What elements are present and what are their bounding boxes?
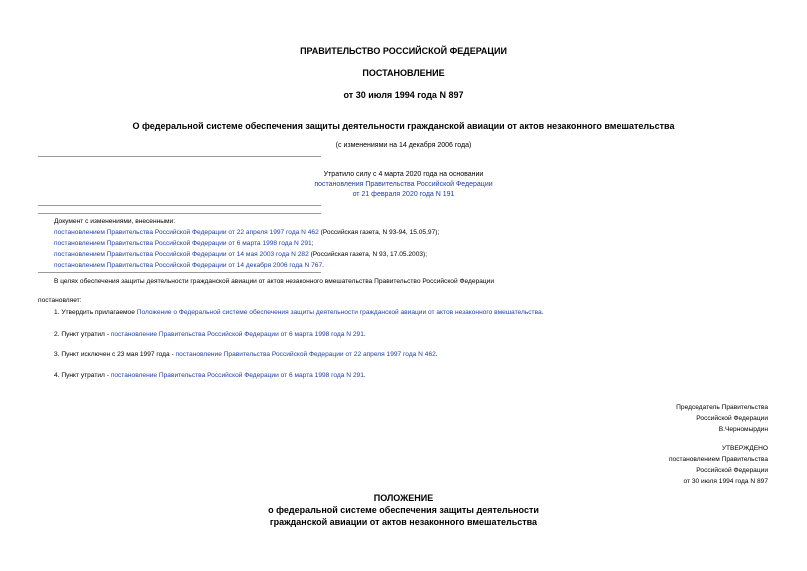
amendment-source: ; [311, 240, 314, 247]
regulation-subtitle-line2: гражданской авиации от актов незаконного вмешательства [269, 517, 538, 527]
amendment-item [54, 260, 439, 271]
paragraph-3 [54, 351, 438, 358]
document-type: ПОСТАНОВЛЕНИЕ [362, 68, 445, 78]
regulation-title: ПОЛОЖЕНИЕ [373, 493, 434, 503]
repeal-link-line1[interactable]: постановления Правительства Российской Федерации [314, 181, 493, 188]
paragraph-4 [54, 372, 366, 379]
amendment-item [54, 249, 439, 260]
signature-position: Председатель Правительства [676, 404, 768, 411]
paragraph-4-suffix: . [363, 372, 366, 379]
amendment-source: (Российская газета, N 93-94, 15.05.97); [318, 229, 440, 236]
amendment-link[interactable]: постановлением Правительства Российской Федерации от 14 декабря 2006 года N 767 [54, 262, 323, 269]
regulation-subtitle-line1: о федеральной системе обеспечения защиты деятельности [268, 505, 539, 515]
paragraph-1 [54, 309, 544, 316]
government-heading: ПРАВИТЕЛЬСТВО РОССИЙСКОЙ ФЕДЕРАЦИИ [300, 46, 507, 56]
resolution-link[interactable]: постановление Правительства Российской Федерации от 6 марта 1998 года N 291 [110, 372, 364, 379]
amendment-link[interactable]: постановлением Правительства Российской Федерации от 6 марта 1998 года N 291 [54, 240, 312, 247]
approval-line: от 30 июля 1994 года N 897 [683, 478, 768, 485]
divider [38, 213, 321, 214]
paragraph-1-suffix: . [541, 309, 544, 316]
amendments-list [54, 216, 439, 271]
amendment-source: (Российская газета, N 93, 17.05.2003); [308, 251, 428, 258]
amendment-item [54, 238, 439, 249]
divider [38, 272, 321, 273]
changes-note: (с изменениями на 14 декабря 2006 года) [335, 142, 472, 149]
approval-line: Российской Федерации [696, 467, 768, 474]
status-line: Утратило силу с 4 марта 2020 года на основании [323, 171, 484, 178]
paragraph-2 [54, 331, 366, 338]
approval-line: постановлением Правительства [668, 456, 768, 463]
document-date-number: от 30 июля 1994 года N 897 [343, 90, 464, 100]
document-title: О федеральной системе обеспечения защиты деятельности гражданской авиации от актов незаконного вмешательства [132, 121, 675, 131]
resolves-label: постановляет: [38, 297, 82, 304]
approval-block [669, 443, 768, 487]
paragraph-3-suffix: . [435, 351, 438, 358]
amendment-link[interactable]: постановлением Правительства Российской Федерации от 14 мая 2003 года N 282 [54, 251, 309, 258]
repeal-link-line2[interactable]: от 21 февраля 2020 года N 191 [352, 191, 455, 198]
signature-name: В.Черномырдин [718, 426, 768, 433]
divider [38, 156, 321, 157]
regulation-link[interactable]: Положение о Федеральной системе обеспечения защиты деятельности гражданской авиации от актов незаконного вмешательства [136, 309, 542, 316]
amendments-intro: Документ с изменениями, внесенными: [54, 218, 176, 225]
signature-block [676, 402, 768, 435]
divider [38, 205, 321, 206]
preamble: В целях обеспечения защиты деятельности гражданской авиации от актов незаконного вмешательства Правительство Российской Федерации [54, 278, 495, 285]
signature-country: Российской Федерации [696, 415, 768, 422]
approval-heading: УТВЕРЖДЕНО [721, 445, 768, 452]
paragraph-1-prefix: 1. Утвердить прилагаемое [54, 309, 137, 316]
paragraph-3-prefix: 3. Пункт исключен с 23 мая 1997 года - [54, 351, 176, 358]
amendment-source: . [322, 262, 324, 269]
paragraph-2-prefix: 2. Пункт утратил - [54, 331, 111, 338]
resolution-link[interactable]: постановление Правительства Российской Федерации от 6 марта 1998 года N 291 [110, 331, 364, 338]
amendment-item [54, 227, 439, 238]
paragraph-4-prefix: 4. Пункт утратил - [54, 372, 111, 379]
resolution-link[interactable]: постановление Правительства Российской Федерации от 22 апреля 1997 года N 462 [175, 351, 436, 358]
amendment-link[interactable]: постановлением Правительства Российской Федерации от 22 апреля 1997 года N 462 [54, 229, 319, 236]
paragraph-2-suffix: . [363, 331, 366, 338]
